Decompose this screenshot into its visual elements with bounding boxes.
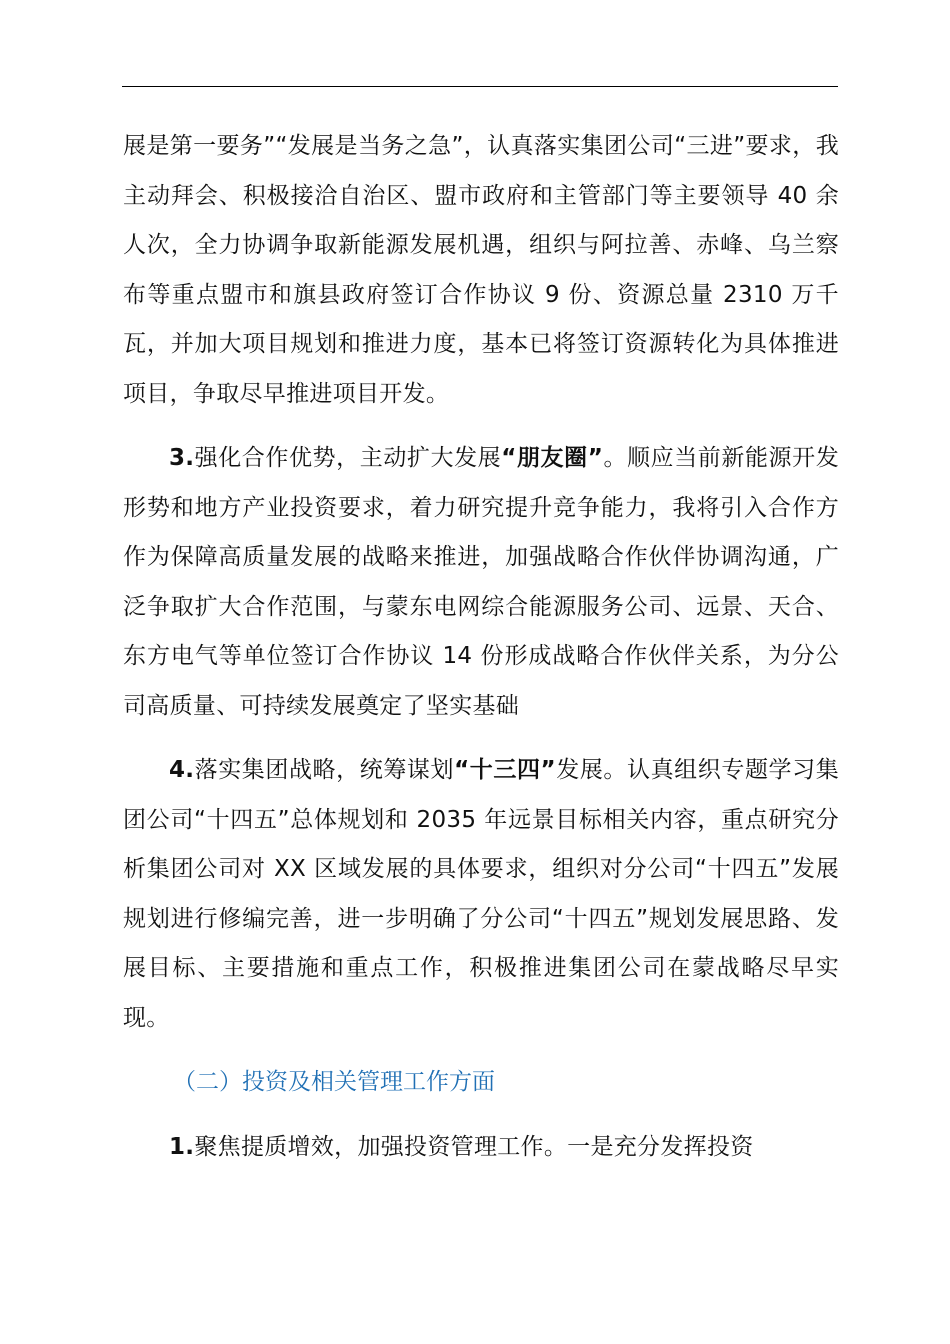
paragraph-4 bbox=[123, 746, 839, 1043]
paragraph-4-number: 4. bbox=[169, 757, 195, 783]
paragraph-3-text: 。顺应当前新能源开发形势和地方产业投资要求，着力研究提升竞争能力，我将引入合作方作为保障高质量发展的战略来推进，加强战略合作伙伴协调沟通，广泛争取扩大合作范围，与蒙东电网综合能源服务公司、远景、天合、东方电气等单位签订合作协议 14 份形成战略合作伙伴关系，为分公司高质量、可持续发展奠定了坚实基础 bbox=[123, 445, 840, 719]
paragraph-3-number: 3. bbox=[169, 445, 195, 471]
paragraph-3-quote: “朋友圈” bbox=[501, 445, 604, 471]
paragraph-5-number: 1. bbox=[169, 1133, 195, 1160]
section-heading: （二）投资及相关管理工作方面 bbox=[173, 1069, 495, 1095]
paragraph-5-text: 聚焦提质增效，加强投资管理工作。一是充分发挥投资 bbox=[194, 1133, 754, 1160]
paragraph-1-text: 展是第一要务”“发展是当务之急”，认真落实集团公司“三进”要求，我主动拜会、积极接洽自治区、盟市政府和主管部门等主要领导 40 余人次，全力协调争取新能源发展机遇，组织与阿拉善、赤峰、乌兰察布等重点盟市和旗县政府签订合作协议 9 份、资源总量 2310 万千瓦，并加大项目规划和推进力度，基本已将签订资源转化为具体推进项目，争取尽早推进项目开发。 bbox=[123, 133, 839, 407]
paragraph-5 bbox=[123, 1123, 839, 1173]
paragraph-4-title: 落实集团战略，统筹谋划 bbox=[194, 757, 455, 783]
header-rule bbox=[122, 86, 838, 87]
paragraph-3 bbox=[123, 434, 839, 731]
paragraph-3-title: 强化合作优势，主动扩大发展 bbox=[194, 445, 502, 471]
paragraph-4-text: 发展。认真组织专题学习集团公司“十四五”总体规划和 2035 年远景目标相关内容，重点研究分析集团公司对 XX 区域发展的具体要求，组织对分公司“十四五”发展规划进行修编完善，进一步明确了分公司“十四五”规划发展思路、发展目标、主要措施和重点工作，积极推进集团公司在蒙战略尽早实现。 bbox=[123, 757, 839, 1031]
paragraph-4-quote: “十三四” bbox=[454, 757, 556, 783]
document-body bbox=[123, 122, 839, 1172]
paragraph-1 bbox=[123, 122, 839, 419]
